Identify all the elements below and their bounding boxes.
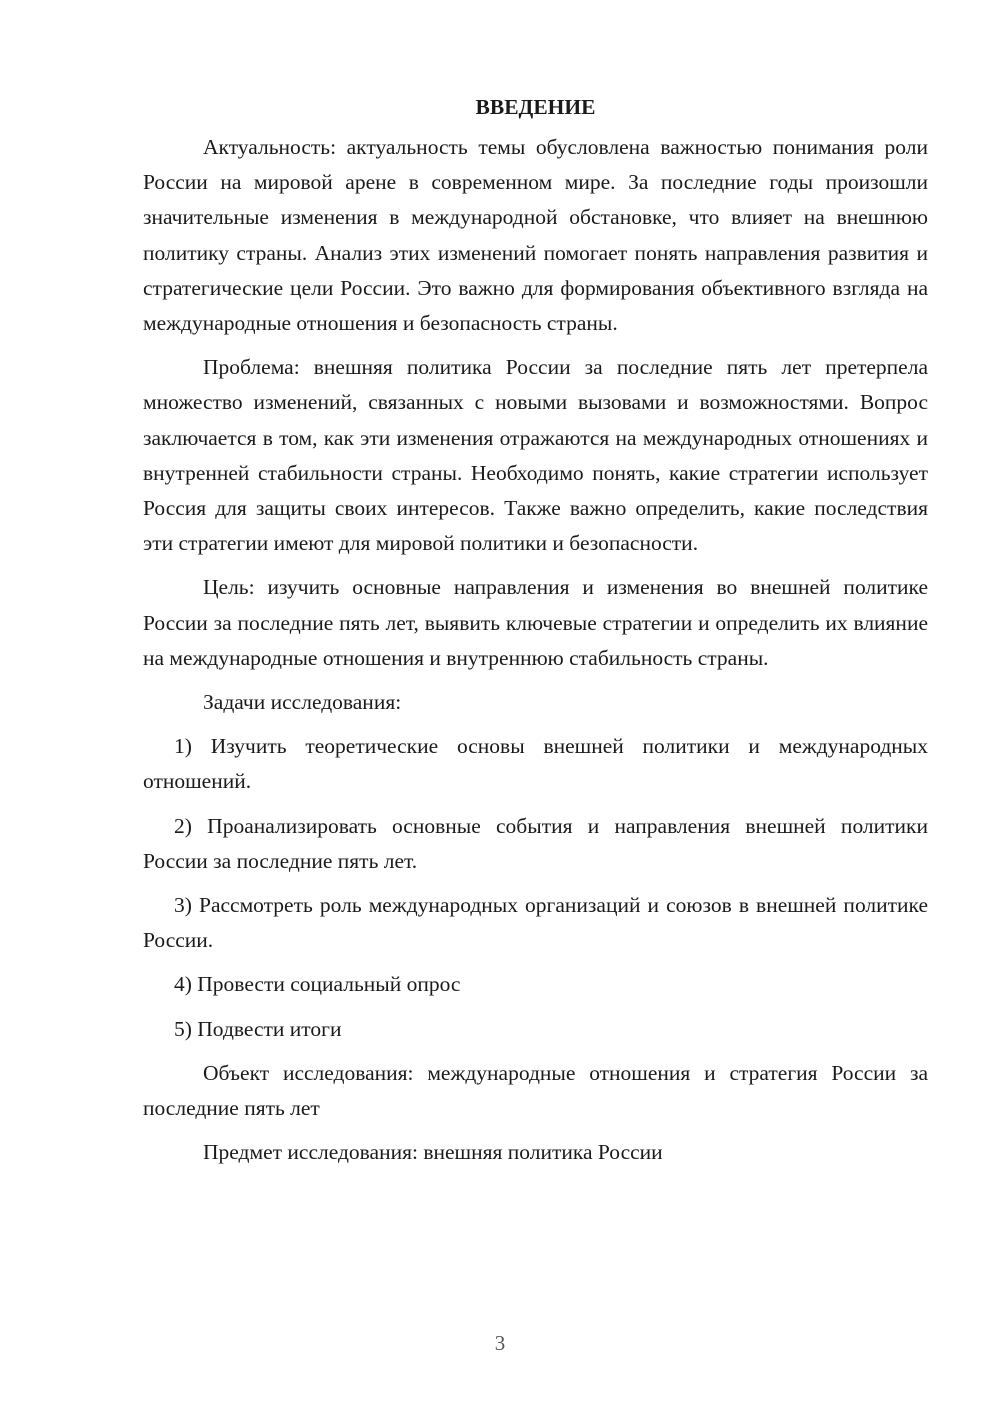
- task-item-2: 2) Проанализировать основные события и направления внешней политики России за последние пять лет.: [143, 813, 928, 873]
- task-item-3: 3) Рассмотреть роль международных организаций и союзов в внешней политике России.: [143, 893, 928, 953]
- section-title: ВВЕДЕНИЕ: [475, 95, 596, 119]
- task-item-5: 5) Подвести итоги: [174, 1016, 342, 1041]
- tasks-heading: Задачи исследования:: [203, 690, 402, 715]
- relevance-paragraph: Актуальность: актуальность темы обусловлена важностью понимания роли России на мировой арене в современном мире. За последние годы произошли значительные изменения в международной обстановке, что влияет на внешнюю политику страны. Анализ этих изменений помогает понять направления развития и стратегические цели России. Это важно для формирования объективного взгляда на международные отношения и безопасность страны.: [143, 135, 928, 336]
- task-item-4: 4) Провести социальный опрос: [174, 972, 461, 997]
- page-number: 3: [494, 1331, 506, 1355]
- document-page: [143, 90, 928, 1179]
- task-item-1: 1) Изучить теоретические основы внешней политики и международных отношений.: [143, 734, 928, 794]
- problem-paragraph: Проблема: внешняя политика России за последние пять лет претерпела множество изменений, связанных с новыми вызовами и возможностями. Вопрос заключается в том, как эти изменения отражаются на международных отношениях и внутренней стабильности страны. Необходимо понять, какие стратегии использует Россия для защиты своих интересов. Также важно определить, какие последствия эти стратегии имеют для мировой политики и безопасности.: [143, 355, 928, 556]
- goal-paragraph: Цель: изучить основные направления и изменения во внешней политике России за последние пять лет, выявить ключевые стратегии и определить их влияние на международные отношения и внутреннюю стабильность страны.: [143, 575, 928, 670]
- subject-paragraph: Предмет исследования: внешняя политика России: [203, 1140, 663, 1165]
- object-paragraph: Объект исследования: международные отношения и стратегия России за последние пять лет: [143, 1060, 928, 1121]
